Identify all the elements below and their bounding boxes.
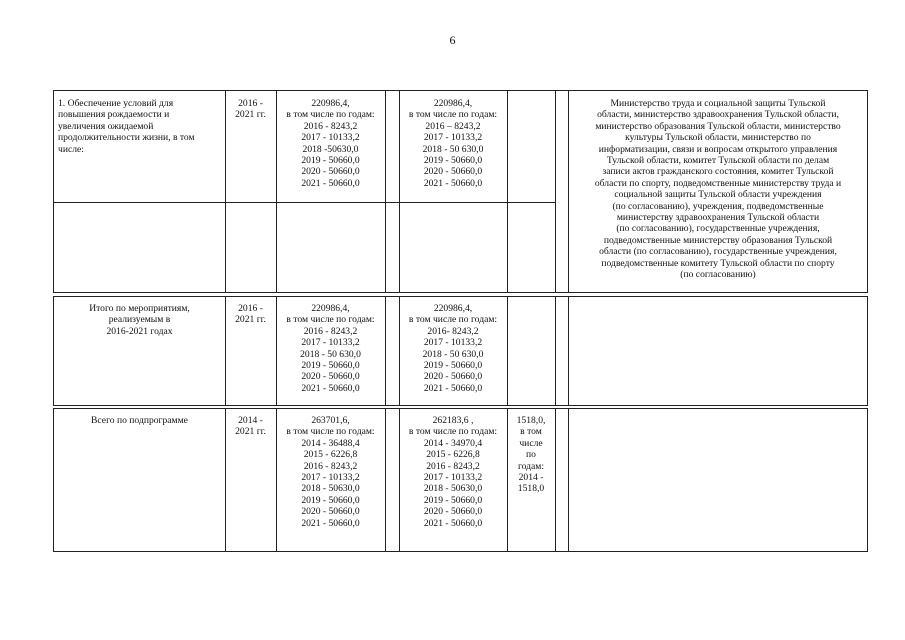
table-block-grand-total (53, 408, 868, 552)
table-block-subtotal (53, 296, 868, 406)
period-cell: 2016 - 2021 гг. (235, 98, 266, 121)
federal-funding-cell: 1518,0, в том числе по годам: 2014 - 1518,0 (516, 415, 546, 495)
table-block-measure-1 (53, 90, 868, 293)
subtotal-name: Итого по мероприятиям, реализуемым в 2016-2021 годах (89, 303, 190, 337)
executors-cell: Министерство труда и социальной защиты Тульской области, министерство здравоохранения Тульской области, министерство образования Тульской области, министерство культуры Тульской области, министерство по информатизации, связи и вопросам открытого управления Тульской области, комитет Тульской области по делам записи актов гражданского состояния, комитет Тульской области по спорту, подведомственные министерству труда и социальной защиты Тульской области учреждения (по согласованию), учреждения, подведомственные министерству здравоохранения Тульской области (по согласованию), государственные учреждения, подведомственные министерству образования Тульской области (по согласованию), государственные учреждения, подведомственные комитету Тульской области по спорту (по согласованию) (594, 98, 842, 281)
grand-total-name: Всего по подпрограмме (91, 415, 188, 426)
total-funding-cell: 220986,4, в том числе по годам: 2016 - 8243,2 2017 - 10133,2 2018 -50630,0 2019 - 50660,0 2020 - 50660,0 2021 - 50660,0 (286, 98, 375, 189)
regional-funding-cell: 220986,4, в том числе по годам: 2016 – 8243,2 2017 - 10133,2 2018 - 50 630,0 2019 - 50660,0 2020 - 50660,0 2021 - 50660,0 (408, 98, 498, 189)
regional-funding-cell: 262183,6 , в том числе по годам: 2014 - 34970,4 2015 - 6226,8 2016 - 8243,2 2017 - 10133,2 2018 - 50630,0 2019 - 50660,0 2020 - 50660,0 2021 - 50660,0 (408, 415, 498, 529)
total-funding-cell: 220986,4, в том числе по годам: 2016 - 8243,2 2017 - 10133,2 2018 - 50 630,0 2019 - 50660,0 2020 - 50660,0 2021 - 50660,0 (286, 303, 375, 394)
total-funding-cell: 263701,6, в том числе по годам: 2014 - 36488,4 2015 - 6226,8 2016 - 8243,2 2017 - 10133,2 2018 - 50630,0 2019 - 50660,0 2020 - 50660,0 2021 - 50660,0 (286, 415, 375, 529)
regional-funding-cell: 220986,4, в том числе по годам: 2016- 8243,2 2017 - 10133,2 2018 - 50 630,0 2019 - 50660,0 2020 - 50660,0 2021 - 50660,0 (408, 303, 498, 394)
measure-name: 1. Обеспечение условий для повышения рождаемости и увеличения ожидаемой продолжительности жизни, в том числе: (58, 98, 195, 155)
period-cell: 2014 - 2021 гг. (235, 415, 266, 438)
period-cell: 2016 - 2021 гг. (235, 303, 266, 326)
page-number: 6 (449, 33, 456, 47)
